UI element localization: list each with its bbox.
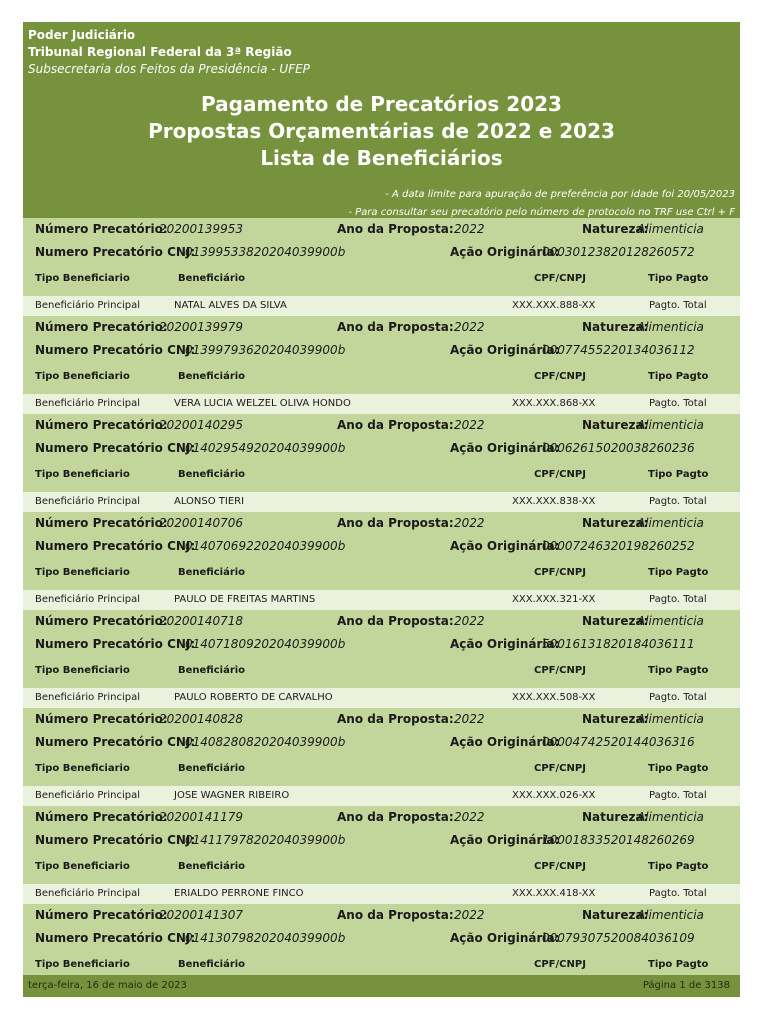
label-acao-originaria: Ação Originária: — [450, 931, 560, 945]
col-tipo-pagto: Tipo Pagto — [648, 371, 709, 382]
footer-date: terça-feira, 16 de maio de 2023 — [28, 980, 187, 991]
label-natureza: Natureza: — [582, 810, 649, 824]
value-numero-precatorio: 20200140295 — [159, 418, 243, 432]
col-tipo-beneficiario: Tipo Beneficiario — [35, 665, 130, 676]
value-numero-cnj: 01399793620204039900b — [185, 343, 346, 357]
record-spacer — [23, 288, 740, 296]
value-natureza: Alimenticia — [637, 614, 704, 628]
cell-beneficiario-nome: ERIALDO PERRONE FINCO — [174, 888, 304, 899]
value-acao-originaria: 50016131820184036111 — [542, 637, 695, 651]
label-ano-proposta: Ano da Proposta: — [337, 810, 454, 824]
record-row-cnj — [23, 240, 740, 264]
label-numero-cnj: Numero Precatório CNJ: — [35, 343, 196, 357]
record-row-numbers — [23, 904, 740, 926]
header-note-search-hint: - Para consultar seu precatório pelo número de protocolo no TRF use Ctrl + F — [348, 207, 735, 218]
value-acao-originaria: 10001833520148260269 — [542, 833, 695, 847]
label-ano-proposta: Ano da Proposta: — [337, 712, 454, 726]
col-tipo-beneficiario: Tipo Beneficiario — [35, 959, 130, 970]
col-tipo-beneficiario: Tipo Beneficiario — [35, 273, 130, 284]
label-acao-originaria: Ação Originária: — [450, 735, 560, 749]
value-numero-cnj: 01413079820204039900b — [185, 931, 346, 945]
value-ano-proposta: 2022 — [454, 810, 485, 824]
label-numero-cnj: Numero Precatório CNJ: — [35, 637, 196, 651]
label-natureza: Natureza: — [582, 614, 649, 628]
cell-beneficiario-nome: NATAL ALVES DA SILVA — [174, 300, 287, 311]
record-row-cnj — [23, 926, 740, 950]
beneficiary-row — [23, 786, 740, 806]
value-numero-precatorio: 20200141179 — [159, 810, 243, 824]
value-acao-originaria: 00007246320198260252 — [542, 539, 695, 553]
cell-tipo-beneficiario: Beneficiário Principal — [35, 398, 141, 409]
cell-tipo-beneficiario: Beneficiário Principal — [35, 790, 141, 801]
value-numero-cnj: 01408280820204039900b — [185, 735, 346, 749]
value-natureza: Alimenticia — [637, 908, 704, 922]
record-row-numbers — [23, 316, 740, 338]
label-acao-originaria: Ação Originária: — [450, 343, 560, 357]
col-tipo-pagto: Tipo Pagto — [648, 567, 709, 578]
beneficiary-table-header — [23, 852, 740, 876]
cell-cpf-cnpj: XXX.XXX.026-XX — [512, 790, 596, 801]
label-natureza: Natureza: — [582, 908, 649, 922]
col-beneficiario: Beneficiário — [178, 861, 246, 872]
col-tipo-pagto: Tipo Pagto — [648, 469, 709, 480]
col-beneficiario: Beneficiário — [178, 469, 246, 480]
record-row-cnj — [23, 338, 740, 362]
beneficiary-row — [23, 296, 740, 316]
cell-cpf-cnpj: XXX.XXX.838-XX — [512, 496, 596, 507]
col-beneficiario: Beneficiário — [178, 959, 246, 970]
label-numero-cnj: Numero Precatório CNJ: — [35, 735, 196, 749]
cell-tipo-beneficiario: Beneficiário Principal — [35, 300, 141, 311]
col-beneficiario: Beneficiário — [178, 567, 246, 578]
col-tipo-pagto: Tipo Pagto — [648, 861, 709, 872]
col-tipo-beneficiario: Tipo Beneficiario — [35, 763, 130, 774]
cell-beneficiario-nome: VERA LUCIA WELZEL OLIVA HONDO — [174, 398, 351, 409]
cell-beneficiario-nome: PAULO ROBERTO DE CARVALHO — [174, 692, 333, 703]
col-beneficiario: Beneficiário — [178, 665, 246, 676]
court-name: Tribunal Regional Federal da 3ª Região — [28, 45, 292, 59]
label-numero-precatorio: Número Precatório: — [35, 418, 168, 432]
col-cpf-cnpj: CPF/CNPJ — [534, 371, 586, 382]
record-row-numbers — [23, 218, 740, 240]
value-ano-proposta: 2022 — [454, 418, 485, 432]
value-numero-precatorio: 20200139953 — [159, 222, 243, 236]
label-numero-cnj: Numero Precatório CNJ: — [35, 441, 196, 455]
record-spacer — [23, 582, 740, 590]
record-row-cnj — [23, 534, 740, 558]
value-numero-cnj: 01407180920204039900b — [185, 637, 346, 651]
cell-cpf-cnpj: XXX.XXX.868-XX — [512, 398, 596, 409]
beneficiary-table-header — [23, 264, 740, 288]
label-natureza: Natureza: — [582, 320, 649, 334]
document-subtitle: Propostas Orçamentárias de 2022 e 2023 — [148, 119, 615, 143]
org-name: Poder Judiciário — [28, 28, 136, 42]
document-title: Pagamento de Precatórios 2023 — [201, 92, 562, 116]
beneficiary-table-header — [23, 754, 740, 778]
record-row-cnj — [23, 828, 740, 852]
beneficiary-row — [23, 590, 740, 610]
value-ano-proposta: 2022 — [454, 614, 485, 628]
label-ano-proposta: Ano da Proposta: — [337, 614, 454, 628]
cell-tipo-pagto: Pagto. Total — [649, 692, 707, 703]
label-numero-cnj: Numero Precatório CNJ: — [35, 931, 196, 945]
value-natureza: Alimenticia — [637, 320, 704, 334]
value-natureza: Alimenticia — [637, 810, 704, 824]
value-acao-originaria: 00062615020038260236 — [542, 441, 695, 455]
cell-tipo-pagto: Pagto. Total — [649, 594, 707, 605]
beneficiary-table-header — [23, 950, 740, 974]
label-ano-proposta: Ano da Proposta: — [337, 418, 454, 432]
record-spacer — [23, 484, 740, 492]
col-tipo-beneficiario: Tipo Beneficiario — [35, 469, 130, 480]
cell-tipo-beneficiario: Beneficiário Principal — [35, 888, 141, 899]
value-numero-cnj: 01399533820204039900b — [185, 245, 346, 259]
value-natureza: Alimenticia — [637, 418, 704, 432]
col-tipo-pagto: Tipo Pagto — [648, 959, 709, 970]
label-numero-cnj: Numero Precatório CNJ: — [35, 539, 196, 553]
cell-tipo-pagto: Pagto. Total — [649, 398, 707, 409]
record-row-numbers — [23, 414, 740, 436]
label-numero-precatorio: Número Precatório: — [35, 222, 168, 236]
value-natureza: Alimenticia — [637, 712, 704, 726]
document-page — [23, 22, 740, 980]
col-cpf-cnpj: CPF/CNPJ — [534, 567, 586, 578]
value-acao-originaria: 00030123820128260572 — [542, 245, 695, 259]
precatorio-record — [23, 708, 740, 806]
label-acao-originaria: Ação Originária: — [450, 441, 560, 455]
record-row-cnj — [23, 436, 740, 460]
record-row-numbers — [23, 512, 740, 534]
col-cpf-cnpj: CPF/CNPJ — [534, 763, 586, 774]
record-spacer — [23, 386, 740, 394]
label-numero-precatorio: Número Precatório: — [35, 320, 168, 334]
record-spacer — [23, 876, 740, 884]
col-tipo-pagto: Tipo Pagto — [648, 273, 709, 284]
beneficiary-row — [23, 884, 740, 904]
label-numero-cnj: Numero Precatório CNJ: — [35, 245, 196, 259]
value-ano-proposta: 2022 — [454, 712, 485, 726]
cell-tipo-pagto: Pagto. Total — [649, 790, 707, 801]
cell-beneficiario-nome: ALONSO TIERI — [174, 496, 245, 507]
value-ano-proposta: 2022 — [454, 222, 485, 236]
record-spacer — [23, 680, 740, 688]
value-numero-precatorio: 20200139979 — [159, 320, 243, 334]
cell-beneficiario-nome: PAULO DE FREITAS MARTINS — [174, 594, 316, 605]
page-footer — [23, 975, 740, 997]
label-numero-precatorio: Número Precatório: — [35, 614, 168, 628]
record-row-cnj — [23, 632, 740, 656]
record-spacer — [23, 778, 740, 786]
label-numero-precatorio: Número Precatório: — [35, 712, 168, 726]
label-numero-cnj: Numero Precatório CNJ: — [35, 833, 196, 847]
cell-tipo-pagto: Pagto. Total — [649, 496, 707, 507]
col-beneficiario: Beneficiário — [178, 273, 246, 284]
col-cpf-cnpj: CPF/CNPJ — [534, 273, 586, 284]
beneficiary-table-header — [23, 558, 740, 582]
value-numero-cnj: 01411797820204039900b — [185, 833, 346, 847]
cell-tipo-pagto: Pagto. Total — [649, 888, 707, 899]
label-ano-proposta: Ano da Proposta: — [337, 516, 454, 530]
value-ano-proposta: 2022 — [454, 908, 485, 922]
label-acao-originaria: Ação Originária: — [450, 637, 560, 651]
label-natureza: Natureza: — [582, 222, 649, 236]
label-natureza: Natureza: — [582, 516, 649, 530]
col-tipo-beneficiario: Tipo Beneficiario — [35, 861, 130, 872]
precatorio-record — [23, 414, 740, 512]
label-acao-originaria: Ação Originária: — [450, 833, 560, 847]
label-ano-proposta: Ano da Proposta: — [337, 908, 454, 922]
label-natureza: Natureza: — [582, 712, 649, 726]
value-natureza: Alimenticia — [637, 516, 704, 530]
footer-page-number: Página 1 de 3138 — [642, 980, 730, 991]
beneficiary-row — [23, 492, 740, 512]
value-numero-precatorio: 20200140718 — [159, 614, 243, 628]
precatorio-record — [23, 512, 740, 610]
cell-tipo-pagto: Pagto. Total — [649, 300, 707, 311]
col-beneficiario: Beneficiário — [178, 763, 246, 774]
label-ano-proposta: Ano da Proposta: — [337, 320, 454, 334]
col-cpf-cnpj: CPF/CNPJ — [534, 861, 586, 872]
cell-cpf-cnpj: XXX.XXX.418-XX — [512, 888, 596, 899]
col-cpf-cnpj: CPF/CNPJ — [534, 665, 586, 676]
cell-beneficiario-nome: JOSE WAGNER RIBEIRO — [174, 790, 290, 801]
record-row-cnj — [23, 730, 740, 754]
precatorio-record — [23, 610, 740, 708]
cell-tipo-beneficiario: Beneficiário Principal — [35, 692, 141, 703]
record-row-numbers — [23, 806, 740, 828]
precatorio-record — [23, 806, 740, 904]
col-tipo-beneficiario: Tipo Beneficiario — [35, 371, 130, 382]
value-ano-proposta: 2022 — [454, 516, 485, 530]
value-acao-originaria: 00077455220134036112 — [542, 343, 695, 357]
precatorio-record — [23, 904, 740, 980]
col-tipo-beneficiario: Tipo Beneficiario — [35, 567, 130, 578]
cell-cpf-cnpj: XXX.XXX.508-XX — [512, 692, 596, 703]
label-numero-precatorio: Número Precatório: — [35, 908, 168, 922]
header-note-age-preference: - A data limite para apuração de preferência por idade foi 20/05/2023 — [385, 189, 735, 200]
cell-tipo-beneficiario: Beneficiário Principal — [35, 594, 141, 605]
col-beneficiario: Beneficiário — [178, 371, 246, 382]
beneficiary-row — [23, 394, 740, 414]
value-numero-cnj: 01407069220204039900b — [185, 539, 346, 553]
col-tipo-pagto: Tipo Pagto — [648, 665, 709, 676]
value-acao-originaria: 00079307520084036109 — [542, 931, 695, 945]
value-natureza: Alimenticia — [637, 222, 704, 236]
col-cpf-cnpj: CPF/CNPJ — [534, 469, 586, 480]
document-header — [23, 22, 740, 218]
record-row-numbers — [23, 610, 740, 632]
beneficiary-table-header — [23, 656, 740, 680]
beneficiary-table-header — [23, 362, 740, 386]
col-cpf-cnpj: CPF/CNPJ — [534, 959, 586, 970]
cell-cpf-cnpj: XXX.XXX.321-XX — [512, 594, 596, 605]
document-list-title: Lista de Beneficiários — [260, 146, 503, 170]
label-acao-originaria: Ação Originária: — [450, 245, 560, 259]
precatorio-record — [23, 316, 740, 414]
value-acao-originaria: 00004742520144036316 — [542, 735, 695, 749]
beneficiary-row — [23, 688, 740, 708]
department-name: Subsecretaria dos Feitos da Presidência - UFEP — [28, 62, 310, 76]
value-numero-precatorio: 20200140828 — [159, 712, 243, 726]
label-numero-precatorio: Número Precatório: — [35, 810, 168, 824]
col-tipo-pagto: Tipo Pagto — [648, 763, 709, 774]
precatorio-record — [23, 218, 740, 316]
cell-cpf-cnpj: XXX.XXX.888-XX — [512, 300, 596, 311]
value-numero-cnj: 01402954920204039900b — [185, 441, 346, 455]
label-acao-originaria: Ação Originária: — [450, 539, 560, 553]
value-ano-proposta: 2022 — [454, 320, 485, 334]
label-natureza: Natureza: — [582, 418, 649, 432]
record-row-numbers — [23, 708, 740, 730]
label-ano-proposta: Ano da Proposta: — [337, 222, 454, 236]
records-list — [23, 218, 740, 980]
beneficiary-table-header — [23, 460, 740, 484]
cell-tipo-beneficiario: Beneficiário Principal — [35, 496, 141, 507]
value-numero-precatorio: 20200141307 — [159, 908, 243, 922]
label-numero-precatorio: Número Precatório: — [35, 516, 168, 530]
value-numero-precatorio: 20200140706 — [159, 516, 243, 530]
